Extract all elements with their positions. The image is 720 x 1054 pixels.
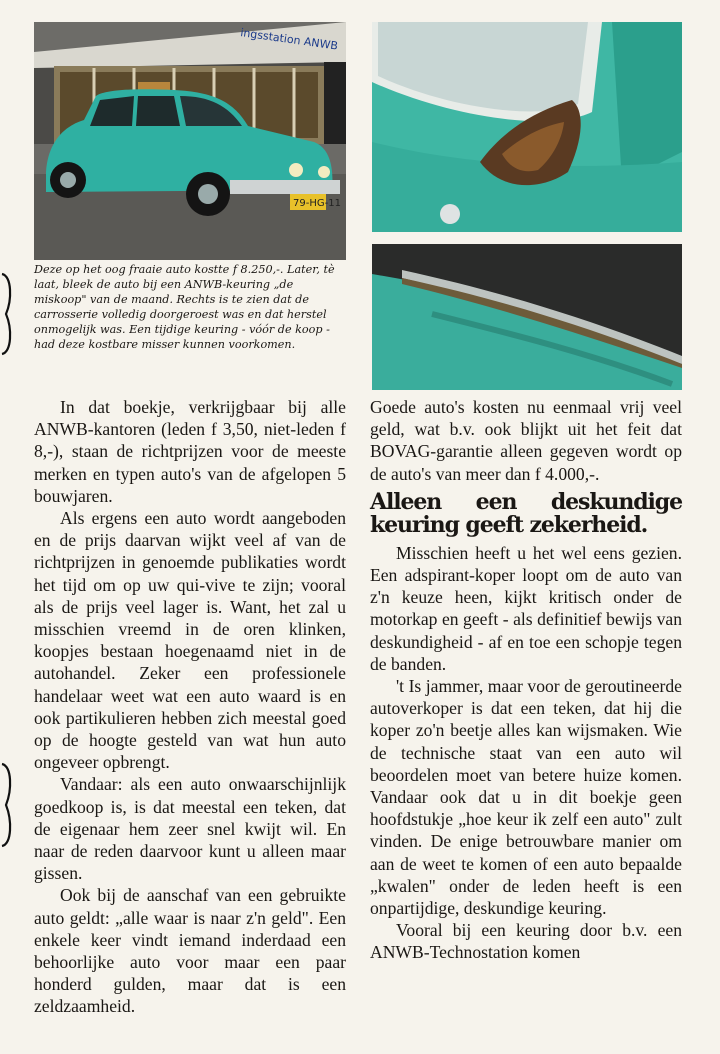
photo-caption: Deze op het oog fraaie auto kostte f 8.250,-. Later, tè laat, bleek de auto bij een ANWB-keuring „de miskoop" van de maand. Rechts is te zien dat de carrosserie volledig doorgeroest was en dat herstel onmogelijk was. Een tijdige keuring - vóór de koop - had deze kostbare misser kunnen voorkomen. bbox=[34, 263, 335, 351]
left-column bbox=[34, 396, 346, 1018]
station-sign: ingsstation ANWB bbox=[239, 26, 339, 53]
trim-corrosion-photo bbox=[372, 244, 682, 390]
paragraph: In dat boekje, verkrijgbaar bij alle ANWB-kantoren (leden f 3,50, niet-leden f 8,-), staan de richtprijzen voor de meeste merken en typen auto's van de afgelopen 5 bouwjaren. bbox=[34, 397, 346, 506]
section-heading: Alleen een deskundige keuring geeft zekerheid. bbox=[370, 488, 682, 538]
paragraph: 't Is jammer, maar voor de geroutineerde autoverkoper is dat een teken, dat hij die koper zo'n beetje alles kan wijsmaken. Wie de technische staat van een auto wil beoordelen moet van betere huize komen. Vandaar ook dat u in dit boekje geen hoofdstukje „hoe keur ik zelf een auto" zult vinden. De enige betrouwbare manier om aan de weet te komen of een auto bepaalde „kwalen" onder de leden heeft is een onpartijdige, deskundige keuring. bbox=[370, 676, 682, 919]
paragraph: Goede auto's kosten nu eenmaal vrij veel geld, wat b.v. ook blijkt uit het feit dat BOVAG-garantie alleen gegeven wordt op de auto's van meer dan f 4.000,-. bbox=[370, 397, 682, 484]
binder-clip-bottom bbox=[0, 760, 14, 850]
paragraph: Misschien heeft u het wel eens gezien. Een adspirant-koper loopt om de auto van z'n keuze heen, kijkt kritisch onder de motorkap en geeft - als definitief bewijs van deskundigheid - af en toe een schopje tegen de banden. bbox=[370, 542, 682, 674]
binder-clip-top bbox=[0, 270, 14, 358]
paragraph: Als ergens een auto wordt aangeboden en de prijs daarvan wijkt veel af van de richtprijzen in genoemde publikaties wordt het tijd om op uw qui-vive te zijn; vooral als de prijs veel lager is. Want, het zal u misschien vreemd in de oren klinken, koopjes bestaan hoegenaamd niet in de autohandel. Zeker een professionele handelaar weet wat een auto waard is en ook partikulieren hebben zich meestal goed op de hoogte gesteld van wat hun auto ongeveer opbrengt. bbox=[34, 508, 346, 773]
paragraph: Vooral bij een keuring door b.v. een ANWB-Technostation komen bbox=[370, 920, 682, 963]
paragraph: Ook bij de aanschaf van een gebruikte auto geldt: „alle waar is naar z'n geld". Een enkele keer vindt iemand inderdaad een behoorlijke auto voor maar een paar honderd gulden, maar dat is een zeldzaamheid. bbox=[34, 885, 346, 1017]
svg-text:79-HG-11: 79-HG-11 bbox=[293, 198, 341, 209]
rust-damage-photo bbox=[372, 22, 682, 232]
car-photo bbox=[34, 22, 346, 260]
paragraph: Vandaar: als een auto onwaarschijnlijk goedkoop is, is dat meestal een teken, dat de eigenaar hem zeer snel kwijt wil. En naar de reden daarvoor kunt u alleen maar gissen. bbox=[34, 774, 346, 884]
right-column bbox=[370, 396, 682, 964]
